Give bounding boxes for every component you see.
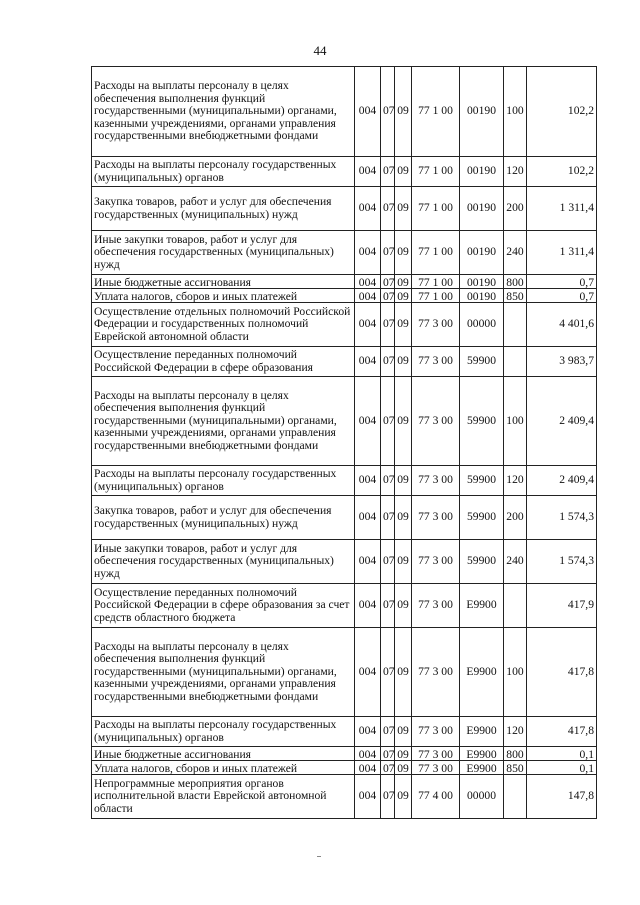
ministry-code: 004 — [355, 717, 381, 747]
ministry-code: 004 — [355, 187, 381, 231]
section-code: 07 — [381, 377, 395, 466]
direction-code: 59900 — [460, 496, 504, 540]
row-name: Расходы на выплаты персоналу государственных (муниципальных) органов — [92, 717, 355, 747]
expense-type-code: 200 — [504, 496, 527, 540]
subsection-code: 09 — [395, 231, 412, 275]
ministry-code: 004 — [355, 377, 381, 466]
ministry-code: 004 — [355, 303, 381, 347]
direction-code: 59900 — [460, 347, 504, 377]
row-name: Закупка товаров, работ и услуг для обеспечения государственных (муниципальных) нужд — [92, 496, 355, 540]
ministry-code: 004 — [355, 747, 381, 761]
expense-type-code — [504, 303, 527, 347]
subsection-code: 09 — [395, 303, 412, 347]
ministry-code: 004 — [355, 540, 381, 584]
amount: 0,7 — [527, 289, 597, 303]
row-name: Осуществление отдельных полномочий Российской Федерации и государственных полномочий Еврейской автономной области — [92, 303, 355, 347]
section-code: 07 — [381, 275, 395, 289]
amount: 3 983,7 — [527, 347, 597, 377]
program-code: 77 1 00 — [412, 275, 460, 289]
program-code: 77 3 00 — [412, 496, 460, 540]
section-code: 07 — [381, 717, 395, 747]
table-row — [92, 347, 597, 377]
direction-code: 00000 — [460, 775, 504, 819]
expense-type-code: 850 — [504, 289, 527, 303]
expense-type-code — [504, 584, 527, 628]
ministry-code: 004 — [355, 761, 381, 775]
expense-type-code: 100 — [504, 628, 527, 717]
direction-code: E9900 — [460, 747, 504, 761]
section-code: 07 — [381, 584, 395, 628]
program-code: 77 3 00 — [412, 628, 460, 717]
table-row — [92, 466, 597, 496]
table-row — [92, 775, 597, 819]
subsection-code: 09 — [395, 761, 412, 775]
table-row — [92, 187, 597, 231]
direction-code: E9900 — [460, 761, 504, 775]
row-name: Непрограммные мероприятия органов исполнительной власти Еврейской автономной области — [92, 775, 355, 819]
amount: 0,1 — [527, 761, 597, 775]
direction-code: E9900 — [460, 717, 504, 747]
row-name: Осуществление переданных полномочий Российской Федерации в сфере образования за счет средств областного бюджета — [92, 584, 355, 628]
row-name: Иные бюджетные ассигнования — [92, 275, 355, 289]
row-name: Иные закупки товаров, работ и услуг для обеспечения государственных (муниципальных) нужд — [92, 540, 355, 584]
section-code: 07 — [381, 761, 395, 775]
direction-code: 00000 — [460, 303, 504, 347]
section-code: 07 — [381, 157, 395, 187]
section-code: 07 — [381, 67, 395, 157]
page-number: 44 — [313, 43, 327, 58]
expense-type-code: 850 — [504, 761, 527, 775]
ministry-code: 004 — [355, 628, 381, 717]
direction-code: E9900 — [460, 584, 504, 628]
program-code: 77 4 00 — [412, 775, 460, 819]
subsection-code: 09 — [395, 775, 412, 819]
row-name: Расходы на выплаты персоналу государственных (муниципальных) органов — [92, 157, 355, 187]
direction-code: 59900 — [460, 466, 504, 496]
table-row — [92, 761, 597, 775]
subsection-code: 09 — [395, 540, 412, 584]
table-row — [92, 231, 597, 275]
amount: 4 401,6 — [527, 303, 597, 347]
ministry-code: 004 — [355, 496, 381, 540]
program-code: 77 1 00 — [412, 231, 460, 275]
expense-type-code — [504, 347, 527, 377]
row-name: Иные бюджетные ассигнования — [92, 747, 355, 761]
expense-type-code: 240 — [504, 231, 527, 275]
ministry-code: 004 — [355, 466, 381, 496]
expense-type-code — [504, 775, 527, 819]
table-row — [92, 67, 597, 157]
expense-type-code: 120 — [504, 157, 527, 187]
amount: 102,2 — [527, 67, 597, 157]
section-code: 07 — [381, 628, 395, 717]
subsection-code: 09 — [395, 67, 412, 157]
ministry-code: 004 — [355, 231, 381, 275]
ministry-code: 004 — [355, 275, 381, 289]
amount: 0,1 — [527, 747, 597, 761]
row-name: Уплата налогов, сборов и иных платежей — [92, 761, 355, 775]
table-row — [92, 584, 597, 628]
row-name: Расходы на выплаты персоналу в целях обеспечения выполнения функций государственными (муниципальными) органами, казенными учреждениями, органами управления государственными внебюджетными фондами — [92, 377, 355, 466]
program-code: 77 3 00 — [412, 747, 460, 761]
expense-type-code: 200 — [504, 187, 527, 231]
ministry-code: 004 — [355, 289, 381, 303]
section-code: 07 — [381, 496, 395, 540]
program-code: 77 1 00 — [412, 187, 460, 231]
program-code: 77 1 00 — [412, 157, 460, 187]
amount: 417,8 — [527, 717, 597, 747]
program-code: 77 3 00 — [412, 466, 460, 496]
program-code: 77 1 00 — [412, 289, 460, 303]
row-name: Иные закупки товаров, работ и услуг для обеспечения государственных (муниципальных) нужд — [92, 231, 355, 275]
section-code: 07 — [381, 540, 395, 584]
program-code: 77 3 00 — [412, 584, 460, 628]
subsection-code: 09 — [395, 496, 412, 540]
program-code: 77 3 00 — [412, 540, 460, 584]
section-code: 07 — [381, 466, 395, 496]
program-code: 77 3 00 — [412, 377, 460, 466]
program-code: 77 3 00 — [412, 717, 460, 747]
amount: 1 311,4 — [527, 231, 597, 275]
direction-code: 00190 — [460, 231, 504, 275]
amount: 1 574,3 — [527, 496, 597, 540]
table-row — [92, 717, 597, 747]
amount: 417,8 — [527, 628, 597, 717]
subsection-code: 09 — [395, 466, 412, 496]
row-name: Расходы на выплаты персоналу в целях обеспечения выполнения функций государственными (муниципальными) органами, казенными учреждениями, органами управления государственными внебюджетными фондами — [92, 67, 355, 157]
section-code: 07 — [381, 775, 395, 819]
direction-code: 59900 — [460, 377, 504, 466]
row-name: Осуществление переданных полномочий Российской Федерации в сфере образования — [92, 347, 355, 377]
program-code: 77 3 00 — [412, 303, 460, 347]
amount: 417,9 — [527, 584, 597, 628]
amount: 147,8 — [527, 775, 597, 819]
section-code: 07 — [381, 289, 395, 303]
footer-mark — [317, 856, 321, 857]
subsection-code: 09 — [395, 187, 412, 231]
program-code: 77 3 00 — [412, 347, 460, 377]
amount: 0,7 — [527, 275, 597, 289]
section-code: 07 — [381, 303, 395, 347]
ministry-code: 004 — [355, 775, 381, 819]
amount: 102,2 — [527, 157, 597, 187]
direction-code: E9900 — [460, 628, 504, 717]
amount: 2 409,4 — [527, 466, 597, 496]
row-name: Расходы на выплаты персоналу государственных (муниципальных) органов — [92, 466, 355, 496]
expense-type-code: 240 — [504, 540, 527, 584]
row-name: Закупка товаров, работ и услуг для обеспечения государственных (муниципальных) нужд — [92, 187, 355, 231]
table-row — [92, 157, 597, 187]
section-code: 07 — [381, 347, 395, 377]
table-row — [92, 303, 597, 347]
subsection-code: 09 — [395, 747, 412, 761]
ministry-code: 004 — [355, 157, 381, 187]
expense-type-code: 120 — [504, 466, 527, 496]
expense-type-code: 120 — [504, 717, 527, 747]
table-row — [92, 289, 597, 303]
row-name: Расходы на выплаты персоналу в целях обеспечения выполнения функций государственными (муниципальными) органами, казенными учреждениями, органами управления государственными внебюджетными фондами — [92, 628, 355, 717]
direction-code: 59900 — [460, 540, 504, 584]
table-row — [92, 628, 597, 717]
ministry-code: 004 — [355, 584, 381, 628]
subsection-code: 09 — [395, 275, 412, 289]
expense-type-code: 800 — [504, 275, 527, 289]
section-code: 07 — [381, 187, 395, 231]
subsection-code: 09 — [395, 584, 412, 628]
table-row — [92, 275, 597, 289]
ministry-code: 004 — [355, 67, 381, 157]
subsection-code: 09 — [395, 347, 412, 377]
amount: 1 311,4 — [527, 187, 597, 231]
expense-type-code: 100 — [504, 67, 527, 157]
subsection-code: 09 — [395, 628, 412, 717]
direction-code: 00190 — [460, 157, 504, 187]
table-body — [92, 67, 597, 819]
expense-type-code: 100 — [504, 377, 527, 466]
table-row — [92, 496, 597, 540]
subsection-code: 09 — [395, 377, 412, 466]
expense-type-code: 800 — [504, 747, 527, 761]
direction-code: 00190 — [460, 67, 504, 157]
table-row — [92, 377, 597, 466]
amount: 2 409,4 — [527, 377, 597, 466]
amount: 1 574,3 — [527, 540, 597, 584]
program-code: 77 1 00 — [412, 67, 460, 157]
direction-code: 00190 — [460, 275, 504, 289]
direction-code: 00190 — [460, 289, 504, 303]
program-code: 77 3 00 — [412, 761, 460, 775]
row-name: Уплата налогов, сборов и иных платежей — [92, 289, 355, 303]
table-row — [92, 747, 597, 761]
direction-code: 00190 — [460, 187, 504, 231]
section-code: 07 — [381, 747, 395, 761]
subsection-code: 09 — [395, 717, 412, 747]
subsection-code: 09 — [395, 289, 412, 303]
table-row — [92, 540, 597, 584]
section-code: 07 — [381, 231, 395, 275]
budget-table — [91, 66, 597, 819]
subsection-code: 09 — [395, 157, 412, 187]
ministry-code: 004 — [355, 347, 381, 377]
